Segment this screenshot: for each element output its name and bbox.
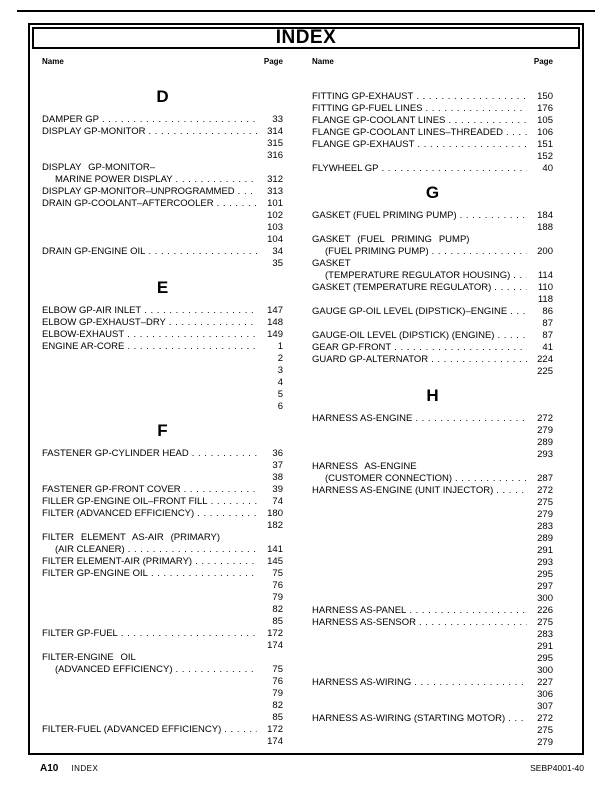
index-entry-continuation (42, 365, 283, 377)
entry-name: FLANGE GP-COOLANT LINES–THREADED (312, 127, 503, 138)
entry-page-number: 74 (272, 496, 283, 507)
entry-page-number: 272 (537, 485, 553, 496)
index-entry (312, 413, 553, 425)
entry-page-number: 287 (537, 473, 553, 484)
entry-page-number: 227 (537, 677, 553, 688)
entry-name: ELBOW GP-EXHAUST–DRY (42, 317, 166, 328)
entry-page-number: 315 (267, 138, 283, 149)
entry-page-number: 6 (277, 401, 283, 412)
dot-leader (414, 677, 527, 689)
entry-name: FITTING GP-EXHAUST (312, 91, 414, 102)
entry-page-number: 279 (537, 509, 553, 520)
index-entry-continuation (312, 701, 553, 713)
index-entry (312, 485, 553, 497)
index-entry-continuation (42, 520, 283, 532)
index-entry (312, 127, 553, 139)
index-entry (42, 724, 283, 736)
entry-name-continued: (TEMPERATURE REGULATOR HOUSING) (325, 270, 511, 281)
dot-leader (102, 114, 257, 126)
index-entry-continuation (42, 222, 283, 234)
entry-name: DISPLAY GP-MONITOR– (42, 162, 156, 173)
name-column-header: Name (42, 57, 64, 66)
index-entry (312, 605, 553, 617)
entry-page-number: 200 (537, 246, 553, 257)
footer-section-label: INDEX (71, 764, 99, 773)
entry-page-number: 2 (277, 353, 283, 364)
index-entry-continuation (42, 676, 283, 688)
entry-name: DRAIN GP-COOLANT–AFTERCOOLER (42, 198, 214, 209)
index-entry (312, 330, 553, 342)
index-entry-continuation (312, 294, 553, 306)
entry-name: GAUGE GP-OIL LEVEL (DIPSTICK)–ENGINE (312, 306, 508, 317)
index-entry (312, 234, 553, 246)
entry-name: DRAIN GP-ENGINE OIL (42, 246, 146, 257)
entry-page-number: 85 (272, 712, 283, 723)
index-entry (42, 496, 283, 508)
dot-leader (238, 186, 257, 198)
dot-leader (510, 306, 527, 318)
index-entry (42, 186, 283, 198)
entry-page-number: 297 (537, 581, 553, 592)
dot-leader (184, 484, 257, 496)
index-entry-continuation (42, 377, 283, 389)
index-entry (312, 617, 553, 629)
page-top-rule (17, 10, 595, 12)
entry-page-number: 85 (272, 616, 283, 627)
footer-doc-number: SEBP4001-40 (530, 763, 584, 773)
dot-leader (431, 354, 527, 366)
index-entry-continuation (312, 222, 553, 234)
column-header-right (312, 57, 553, 67)
entry-name-continued: (FUEL PRIMING PUMP) (325, 246, 429, 257)
page-column-header: Page (263, 57, 283, 66)
index-entry (42, 329, 283, 341)
entry-page-number: 103 (267, 222, 283, 233)
entry-name: FILTER ELEMENT AS-AIR (PRIMARY) (42, 532, 221, 543)
entry-page-number: 149 (267, 329, 283, 340)
section-heading: F (157, 421, 168, 440)
index-entry-continuation (312, 629, 553, 641)
entry-page-number: 174 (267, 640, 283, 651)
index-entry-wrap-line (312, 246, 553, 258)
page-footer (40, 763, 584, 774)
entry-page-number: 279 (537, 737, 553, 748)
entry-page-number: 145 (267, 556, 283, 567)
entry-page-number: 283 (537, 521, 553, 532)
index-entry-continuation (42, 604, 283, 616)
entry-page-number: 225 (537, 366, 553, 377)
dot-leader (513, 270, 527, 282)
entry-name: FILTER GP-FUEL (42, 628, 118, 639)
dot-leader (394, 342, 527, 354)
index-entry-continuation (42, 150, 283, 162)
entry-page-number: 184 (537, 210, 553, 221)
dot-leader (460, 210, 527, 222)
index-entry-continuation (42, 353, 283, 365)
index-entry-continuation (42, 616, 283, 628)
index-entry (42, 556, 283, 568)
dot-leader (151, 568, 257, 580)
index-entry-continuation (42, 401, 283, 413)
entry-name-continued: (CUSTOMER CONNECTION) (325, 473, 453, 484)
index-entry-continuation (42, 580, 283, 592)
entry-page-number: 289 (537, 437, 553, 448)
entry-name-continued: MARINE POWER DISPLAY (55, 174, 173, 185)
entry-page-number: 87 (542, 318, 553, 329)
entry-page-number: 87 (542, 330, 553, 341)
entry-page-number: 82 (272, 700, 283, 711)
index-entry (42, 628, 283, 640)
dot-leader (148, 126, 257, 138)
section-heading: H (426, 386, 439, 405)
dot-leader (176, 174, 257, 186)
entry-page-number: 172 (267, 724, 283, 735)
section-heading: G (425, 183, 440, 202)
entry-page-number: 141 (267, 544, 283, 555)
entry-page-number: 226 (537, 605, 553, 616)
entry-page-number: 224 (537, 354, 553, 365)
index-entry-continuation (312, 545, 553, 557)
entry-name: HARNESS AS-ENGINE (UNIT INJECTOR) (312, 485, 494, 496)
index-entry-wrap-line (312, 270, 553, 282)
index-entry (312, 115, 553, 127)
entry-page-number: 307 (537, 701, 553, 712)
dot-leader (192, 448, 257, 460)
entry-name: HARNESS AS-WIRING (312, 677, 412, 688)
index-entry-continuation (312, 557, 553, 569)
entry-name-continued: (ADVANCED EFFICIENCY) (55, 664, 173, 675)
index-entry-continuation (42, 460, 283, 472)
entry-page-number: 313 (267, 186, 283, 197)
entry-name: GASKET (TEMPERATURE REGULATOR) (312, 282, 492, 293)
entry-page-number: 188 (537, 222, 553, 233)
section-heading: D (156, 87, 169, 106)
entry-page-number: 79 (272, 688, 283, 699)
entry-page-number: 5 (277, 389, 283, 400)
index-entry (312, 103, 553, 115)
dot-leader (127, 341, 257, 353)
index-column-left (42, 79, 283, 749)
entry-page-number: 35 (272, 258, 283, 269)
entry-page-number: 147 (267, 305, 283, 316)
dot-leader (506, 127, 527, 139)
index-entry (42, 126, 283, 138)
index-entry (42, 652, 283, 664)
index-entry (42, 114, 283, 126)
index-entry-continuation (312, 641, 553, 653)
entry-page-number: 295 (537, 569, 553, 580)
entry-page-number: 38 (272, 472, 283, 483)
dot-leader (508, 713, 527, 725)
index-entry (42, 448, 283, 460)
entry-name: FLYWHEEL GP (312, 163, 379, 174)
entry-page-number: 275 (537, 617, 553, 628)
dot-leader (211, 496, 257, 508)
name-column-header: Name (312, 57, 334, 66)
entry-page-number: 86 (542, 306, 553, 317)
index-entry (312, 306, 553, 318)
dot-leader (409, 605, 527, 617)
index-entry (312, 461, 553, 473)
index-entry (42, 532, 283, 544)
index-entry-continuation (42, 472, 283, 484)
entry-page-number: 101 (267, 198, 283, 209)
page-column-header: Page (533, 57, 553, 66)
index-box (28, 23, 584, 755)
dot-leader (217, 198, 257, 210)
entry-name: HARNESS AS-ENGINE (312, 413, 413, 424)
index-entry-wrap-line (42, 664, 283, 676)
index-entry-continuation (312, 449, 553, 461)
index-column-right (312, 79, 553, 749)
entry-page-number: 40 (542, 163, 553, 174)
entry-page-number: 1 (277, 341, 283, 352)
index-entry (42, 508, 283, 520)
entry-name: HARNESS AS-WIRING (STARTING MOTOR) (312, 713, 506, 724)
index-entry-continuation (312, 737, 553, 749)
index-entry-continuation (312, 366, 553, 378)
index-entry (42, 246, 283, 258)
entry-name: DISPLAY GP-MONITOR (42, 126, 146, 137)
entry-page-number: 75 (272, 664, 283, 675)
dot-leader (128, 544, 257, 556)
index-entry-continuation (312, 151, 553, 163)
entry-name: GASKET (FUEL PRIMING PUMP) (312, 234, 470, 245)
entry-name: FILLER GP-ENGINE OIL–FRONT FILL (42, 496, 208, 507)
entry-page-number: 105 (537, 115, 553, 126)
entry-page-number: 33 (272, 114, 283, 125)
column-header-left (42, 57, 283, 67)
entry-name: HARNESS AS-ENGINE (312, 461, 417, 472)
entry-name: FILTER-ENGINE OIL (42, 652, 136, 663)
column-headers (30, 57, 582, 67)
entry-page-number: 110 (537, 282, 553, 293)
index-entry-continuation (312, 521, 553, 533)
index-entry (312, 163, 553, 175)
entry-page-number: 176 (537, 103, 553, 114)
dot-leader (497, 330, 527, 342)
dot-leader (494, 282, 527, 294)
entry-name: GAUGE-OIL LEVEL (DIPSTICK) (ENGINE) (312, 330, 495, 341)
index-entry-wrap-line (312, 473, 553, 485)
index-entry-continuation (42, 389, 283, 401)
entry-page-number: 36 (272, 448, 283, 459)
entry-name: ELBOW-EXHAUST (42, 329, 125, 340)
entry-page-number: 180 (267, 508, 283, 519)
entry-page-number: 104 (267, 234, 283, 245)
entry-page-number: 41 (542, 342, 553, 353)
entry-name: FITTING GP-FUEL LINES (312, 103, 423, 114)
entry-name: FASTENER GP-CYLINDER HEAD (42, 448, 189, 459)
dot-leader (432, 246, 527, 258)
page-title: INDEX (275, 27, 337, 48)
dot-leader (415, 413, 527, 425)
index-entry-continuation (42, 234, 283, 246)
index-entry-continuation (312, 689, 553, 701)
index-entry (42, 162, 283, 174)
index-entry-continuation (312, 497, 553, 509)
index-entry-wrap-line (42, 174, 283, 186)
entry-page-number: 283 (537, 629, 553, 640)
dot-leader (144, 305, 257, 317)
dot-leader (197, 508, 257, 520)
section-heading: E (156, 278, 169, 297)
entry-page-number: 291 (537, 545, 553, 556)
dot-leader (176, 664, 257, 676)
entry-page-number: 79 (272, 592, 283, 603)
dot-leader (382, 163, 527, 175)
entry-page-number: 272 (537, 413, 553, 424)
entry-page-number: 293 (537, 449, 553, 460)
index-entry (312, 91, 553, 103)
index-entry (42, 484, 283, 496)
entry-page-number: 279 (537, 425, 553, 436)
entry-page-number: 295 (537, 653, 553, 664)
entry-page-number: 300 (537, 665, 553, 676)
index-entry (312, 354, 553, 366)
index-entry-continuation (42, 700, 283, 712)
dot-leader (455, 473, 527, 485)
entry-name: FLANGE GP-COOLANT LINES (312, 115, 446, 126)
index-entry (42, 305, 283, 317)
index-entry-continuation (312, 437, 553, 449)
entry-name: GEAR GP-FRONT (312, 342, 392, 353)
index-entry-continuation (312, 509, 553, 521)
entry-name: FILTER ELEMENT-AIR (PRIMARY) (42, 556, 193, 567)
index-entry-continuation (42, 210, 283, 222)
entry-page-number: 291 (537, 641, 553, 652)
index-entry (42, 341, 283, 353)
entry-page-number: 102 (267, 210, 283, 221)
entry-page-number: 114 (537, 270, 553, 281)
dot-leader (426, 103, 528, 115)
entry-page-number: 76 (272, 580, 283, 591)
entry-page-number: 118 (537, 294, 553, 305)
dot-leader (496, 485, 527, 497)
index-entry (312, 210, 553, 222)
entry-page-number: 76 (272, 676, 283, 687)
index-entry (42, 317, 283, 329)
index-entry (42, 568, 283, 580)
entry-page-number: 106 (537, 127, 553, 138)
entry-name: FLANGE GP-EXHAUST (312, 139, 415, 150)
entry-page-number: 37 (272, 460, 283, 471)
entry-name: HARNESS AS-SENSOR (312, 617, 416, 628)
index-entry-continuation (312, 725, 553, 737)
index-entry-continuation (312, 569, 553, 581)
entry-name: DISPLAY GP-MONITOR–UNPROGRAMMED (42, 186, 235, 197)
entry-page-number: 172 (267, 628, 283, 639)
index-entry-continuation (42, 258, 283, 270)
entry-page-number: 151 (537, 139, 553, 150)
index-entry-continuation (312, 318, 553, 330)
entry-name: FILTER (ADVANCED EFFICIENCY) (42, 508, 195, 519)
index-entry (312, 139, 553, 151)
entry-page-number: 150 (537, 91, 553, 102)
entry-page-number: 3 (277, 365, 283, 376)
entry-page-number: 182 (267, 520, 283, 531)
index-entry-continuation (42, 640, 283, 652)
index-entry (42, 198, 283, 210)
dot-leader (224, 724, 257, 736)
index-entry-continuation (312, 593, 553, 605)
index-entry-continuation (312, 425, 553, 437)
entry-name: FASTENER GP-FRONT COVER (42, 484, 181, 495)
entry-name: GASKET (312, 258, 351, 269)
entry-name-continued: (AIR CLEANER) (55, 544, 125, 555)
entry-page-number: 293 (537, 557, 553, 568)
dot-leader (416, 91, 527, 103)
entry-page-number: 272 (537, 713, 553, 724)
entry-name: GASKET (FUEL PRIMING PUMP) (312, 210, 457, 221)
entry-name: DAMPER GP (42, 114, 100, 125)
index-entry (312, 342, 553, 354)
index-entry-continuation (312, 533, 553, 545)
index-entry-continuation (42, 736, 283, 748)
dot-leader (448, 115, 527, 127)
index-entry-continuation (312, 665, 553, 677)
entry-page-number: 152 (537, 151, 553, 162)
entry-page-number: 275 (537, 725, 553, 736)
entry-page-number: 300 (537, 593, 553, 604)
entry-page-number: 82 (272, 604, 283, 615)
entry-page-number: 4 (277, 377, 283, 388)
index-entry (312, 258, 553, 270)
dot-leader (195, 556, 257, 568)
index-entry-continuation (312, 581, 553, 593)
index-entry (312, 282, 553, 294)
index-entry-wrap-line (42, 544, 283, 556)
entry-page-number: 312 (267, 174, 283, 185)
dot-leader (148, 246, 257, 258)
index-title-box (32, 27, 580, 49)
entry-name: ELBOW GP-AIR INLET (42, 305, 142, 316)
dot-leader (419, 617, 527, 629)
entry-page-number: 289 (537, 533, 553, 544)
index-columns (30, 79, 582, 749)
index-entry-continuation (312, 653, 553, 665)
entry-page-number: 75 (272, 568, 283, 579)
index-entry (312, 713, 553, 725)
index-entry (312, 677, 553, 689)
entry-name: FILTER GP-ENGINE OIL (42, 568, 148, 579)
entry-page-number: 148 (267, 317, 283, 328)
dot-leader (169, 317, 257, 329)
index-entry-continuation (42, 712, 283, 724)
entry-name: HARNESS AS-PANEL (312, 605, 407, 616)
index-entry-continuation (42, 688, 283, 700)
entry-page-number: 34 (272, 246, 283, 257)
entry-page-number: 314 (267, 126, 283, 137)
entry-name: ENGINE AR-CORE (42, 341, 125, 352)
entry-page-number: 275 (537, 497, 553, 508)
dot-leader (121, 628, 257, 640)
index-entry-continuation (42, 592, 283, 604)
footer-page-code: A10 (40, 763, 59, 774)
entry-page-number: 306 (537, 689, 553, 700)
index-entry-continuation (42, 138, 283, 150)
entry-page-number: 39 (272, 484, 283, 495)
entry-page-number: 316 (267, 150, 283, 161)
dot-leader (127, 329, 257, 341)
entry-name: GUARD GP-ALTERNATOR (312, 354, 429, 365)
entry-name: FILTER-FUEL (ADVANCED EFFICIENCY) (42, 724, 222, 735)
entry-page-number: 174 (267, 736, 283, 747)
dot-leader (417, 139, 527, 151)
